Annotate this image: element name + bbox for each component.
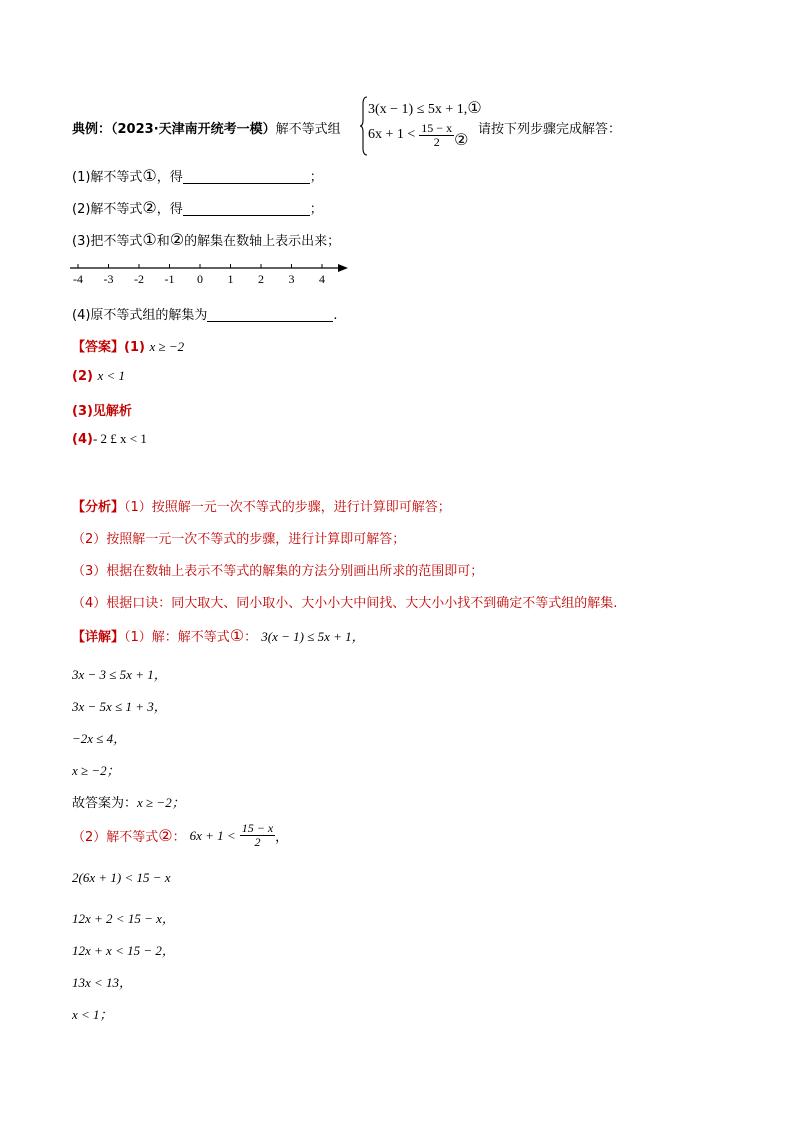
answer-4-expr: - 2 £ x < 1 <box>92 431 147 446</box>
step-2-mark: ② <box>142 198 157 217</box>
answer-line-1: 【答案】(1) x ≥ −2 <box>72 339 185 355</box>
detail-step-6: 12x + 2 < 15 − x， <box>72 911 175 926</box>
number-line-label: 3 <box>288 272 295 286</box>
analysis-line-4: （4）根据口诀：同大取大、同小取小、大小小大中间找、大大小小找不到确定不等式组的解集. <box>72 596 618 611</box>
problem-statement <box>72 118 341 137</box>
detail-step-7: 12x + x < 15 − 2， <box>72 943 175 958</box>
detail-step-3: −2x ≤ 4， <box>72 731 127 746</box>
arrow-right-icon <box>338 264 348 272</box>
step-4-blank[interactable] <box>207 307 333 322</box>
system-brace <box>360 96 366 154</box>
example-label: 典例： <box>72 122 112 137</box>
number-line-label: 4 <box>319 272 325 286</box>
number-line-label: -4 <box>73 272 83 286</box>
detail-answer-line: 故答案为：x ≥ −2； <box>72 795 185 811</box>
analysis-label: 【分析】 <box>72 500 125 515</box>
detail-mark-2: ② <box>158 826 173 845</box>
detail-step-2: 3x − 5x ≤ 1 + 3， <box>72 699 167 714</box>
answer-line-4: (4)- 2 £ x < 1 <box>72 431 147 447</box>
detail-step-4: x ≥ −2； <box>72 763 120 778</box>
answer-line-2: (2) x < 1 <box>72 368 126 384</box>
detail-mark-1: ① <box>229 626 245 645</box>
answer-line-3: (3)见解析 <box>72 404 132 419</box>
number-line-label: 1 <box>227 272 234 286</box>
number-line-ticks <box>78 264 322 268</box>
analysis-line-1: 【分析】（1）按照解一元一次不等式的步骤，进行计算即可解答； <box>72 500 451 515</box>
number-line-svg <box>68 258 358 288</box>
brace-icon <box>360 96 368 156</box>
step-3-mark-2: ② <box>169 230 185 249</box>
circle-2-mark: ② <box>454 132 469 149</box>
detail-expr-1: 3(x − 1) ≤ 5x + 1， <box>261 629 365 644</box>
number-line-label: 0 <box>197 272 203 286</box>
detail-step-8: 13x < 13， <box>72 975 133 990</box>
detail-step-9: x < 1； <box>72 1007 113 1022</box>
answer-2-expr: x < 1 <box>97 368 126 383</box>
step-2-blank[interactable] <box>183 201 310 216</box>
detail-label: 【详解】 <box>72 630 125 645</box>
number-line-labels <box>73 272 325 286</box>
detail-step-1: 3x − 3 ≤ 5x + 1， <box>72 667 167 682</box>
step-4: (4)原不等式组的解集为 . <box>72 308 338 323</box>
answer-label: 【答案】 <box>72 340 125 355</box>
step-2: (2)解不等式②，得 ； <box>72 198 323 217</box>
step-1: (1)解不等式①，得 ； <box>72 166 323 185</box>
step-1-blank[interactable] <box>183 169 310 184</box>
step-3: (3)把不等式①和②的解集在数轴上表示出来； <box>72 230 341 249</box>
inequality-2-fraction: $\frac{15 - x}{2}$ <box>421 120 453 149</box>
instruction-text: 请按下列步骤完成解答： <box>478 122 622 137</box>
number-line <box>68 258 358 288</box>
detail-line-2: （2）解不等式 ② ： 6x + 1 < $\frac{15 - x}{2}$ ， <box>72 821 289 849</box>
analysis-line-2: （2）按照解一元一次不等式的步骤，进行计算即可解答； <box>72 532 406 547</box>
detail-step-5: 2(6x + 1) < 15 − x <box>72 870 171 885</box>
number-line-label: 2 <box>258 272 264 286</box>
step-1-mark: ① <box>142 166 157 185</box>
example-prompt: 解不等式组 <box>275 122 341 137</box>
inequality-2: 6x + 1 < $\frac{15 - x}{2}$ ② <box>368 120 469 149</box>
example-source: （2023·天津南开统考一模） <box>111 122 276 137</box>
inequality-1: 3(x − 1) ≤ 5x + 1,① <box>368 100 482 117</box>
answer-1-expr: x ≥ −2 <box>149 339 185 354</box>
number-line-label: -2 <box>134 272 144 286</box>
detail-line-1: 【详解】（1）解：解不等式①： 3(x − 1) ≤ 5x + 1， <box>72 626 365 645</box>
circle-1-mark: ① <box>467 100 482 117</box>
number-line-label: -1 <box>164 272 175 286</box>
step-3-mark-1: ① <box>142 230 157 249</box>
detail-fraction: $\frac{15 - x}{2}$ <box>241 821 274 849</box>
analysis-line-3: （3）根据在数轴上表示不等式的解集的方法分别画出所求的范围即可； <box>72 564 484 579</box>
number-line-label: -3 <box>103 272 114 286</box>
